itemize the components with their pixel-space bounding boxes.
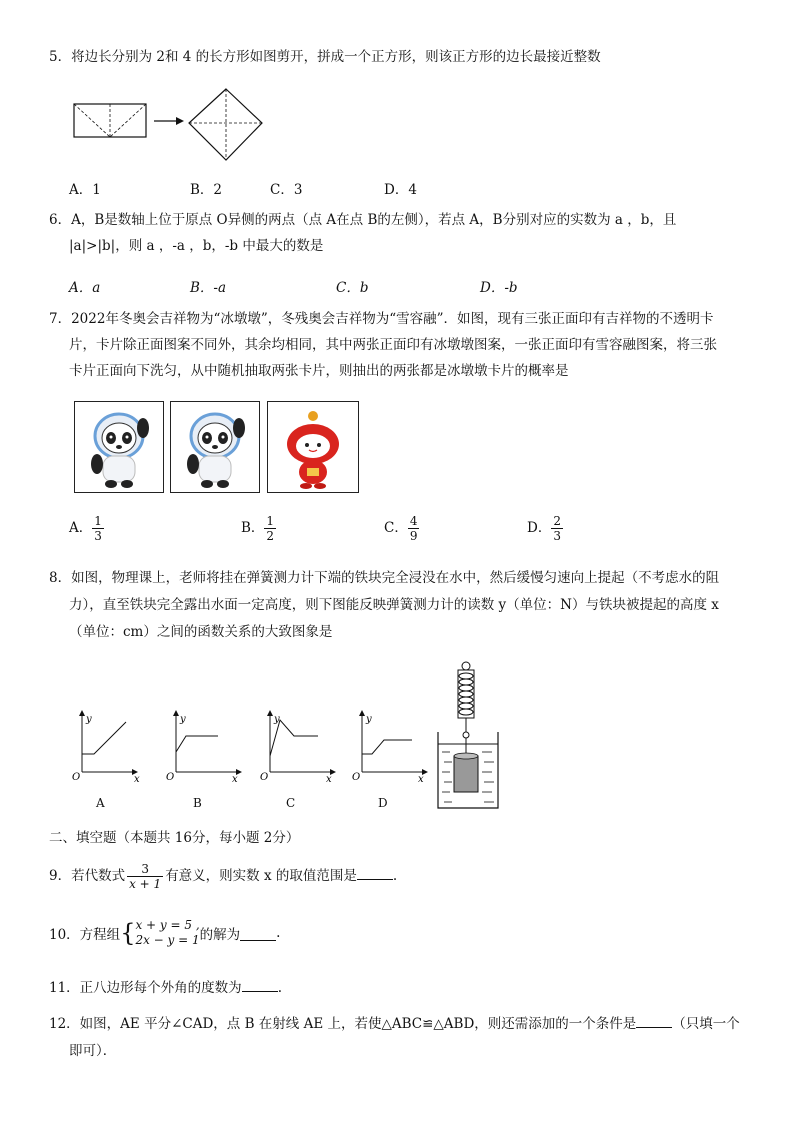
- q8-graph-a-x-label: x: [134, 774, 140, 785]
- question-12-line2: 即可）．: [69, 1043, 117, 1059]
- q8-graph-d-curve: [362, 740, 412, 754]
- q7-option-a: A． $\frac{1}{3}$: [69, 514, 102, 543]
- question-8-line3: （单位：cm）之间的函数关系的大致图象是: [69, 624, 333, 640]
- q10-answer-blank[interactable]: [240, 926, 276, 941]
- q8-graph-d-label: D: [378, 796, 388, 810]
- question-5-text: 5．将边长分别为 2和 4 的长方形如图剪开，拼成一个正方形，则该正方形的边长最接近整数: [49, 49, 601, 65]
- q9-answer-blank[interactable]: [357, 865, 393, 880]
- q8-graph-b: [162, 710, 242, 785]
- question-7-line3: 卡片正面向下洗匀，从中随机抽取两张卡片，则抽出的两张都是冰墩墩卡片的概率是: [69, 363, 569, 379]
- question-8-line1: 8．如图，物理课上，老师将挂在弹簧测力计下端的铁块完全浸没在水中，然后缓慢匀速向上提起（不考虑水的阻: [49, 570, 720, 586]
- q6-option-d: D．-b: [480, 280, 518, 296]
- q5-figure: [72, 88, 264, 162]
- q6-option-c: C．b: [336, 280, 369, 296]
- q8-graph-a-label: A: [96, 796, 105, 810]
- question-7-line1: 7．2022年冬奥会吉祥物为“冰墩墩”，冬残奥会吉祥物为“雪容融”．如图，现有三张正面印有吉祥物的不透明卡: [49, 311, 714, 327]
- q8-graph-b-label: B: [193, 796, 202, 810]
- question-7-line2: 片，卡片除正面图案不同外，其余均相同，其中两张正面印有冰墩墩图案，一张正面印有雪容融图案，将三张: [69, 337, 717, 353]
- q8-graph-a-curve: [82, 722, 126, 754]
- q5-option-d: D．4: [384, 182, 417, 198]
- q8-spring-apparatus: [434, 660, 502, 812]
- q8-graph-d: [348, 710, 428, 785]
- q8-graph-c-curve: [270, 720, 318, 756]
- q8-graph-c-label: C: [286, 796, 296, 810]
- q8-graph-a: [68, 710, 140, 785]
- q11-answer-blank[interactable]: [242, 977, 278, 992]
- question-11: 11．正八边形每个外角的度数为 .: [49, 976, 282, 996]
- shueyrhonrhon-image: [268, 402, 358, 492]
- question-10: 10．方程组{ x + y = 5 , 2x − y = 1 的解为 .: [49, 918, 281, 947]
- q5-option-a: A．1: [69, 182, 101, 198]
- q8-graph-b-x-label: x: [232, 774, 238, 785]
- q8-graph-c: [256, 710, 336, 785]
- iron-block: [454, 756, 478, 792]
- q8-graph-b-curve: [176, 736, 218, 752]
- bingdwendwen-image: [75, 402, 163, 492]
- question-6-line1: 6．A，B是数轴上位于原点 O异侧的两点（点 A在点 B的左侧），若点 A，B分别对应的实数为 a ，b，且: [49, 212, 677, 228]
- card-bingdwendwen-2: [170, 401, 260, 493]
- q5-option-b: B．2: [190, 182, 223, 198]
- spring-coils: [459, 673, 473, 715]
- q7-option-d: D． $\frac{2}{3}$: [527, 514, 561, 543]
- card-shueyrhonrhon: [267, 401, 359, 493]
- q7-option-b: B． $\frac{1}{2}$: [241, 514, 275, 543]
- q8-graph-a-origin: O: [72, 772, 81, 783]
- question-8-line2: 力），直至铁块完全露出水面一定高度，则下图能反映弹簧测力计的读数 y（单位：N）与铁块被提起的高度 x: [69, 597, 719, 613]
- q10-equation-2: 2x − y = 1: [135, 933, 200, 947]
- q8-graph-d-x-label: x: [418, 774, 424, 785]
- section-2-heading: 二、填空题（本题共 16分，每小题 2分）: [49, 830, 300, 846]
- q5-option-c: C．3: [270, 182, 303, 198]
- question-6-line2: |a|>|b|，则 a ，-a ，b，-b 中最大的数是: [69, 238, 324, 254]
- q8-graph-b-y-label: y: [180, 714, 186, 725]
- q8-graph-b-origin: O: [166, 772, 175, 783]
- card-bingdwendwen-1: [74, 401, 164, 493]
- q10-equation-1: x + y = 5 ,: [135, 918, 200, 932]
- question-12-line1: 12．如图，AE 平分∠CAD，点 B 在射线 AE 上，若使△ABC≌△ABD，则还需添加的一个条件是 （只填一个: [49, 1012, 740, 1032]
- q8-graph-c-x-label: x: [326, 774, 332, 785]
- q8-graph-d-y-label: y: [366, 714, 372, 725]
- bingdwendwen-image: [171, 402, 259, 492]
- q6-option-a: A．a: [69, 280, 101, 296]
- question-9: 9．若代数式 $\frac{3}{x + 1}$ 有意义，则实数 x 的取值范围是 .: [49, 862, 398, 891]
- q7-option-c: C． $\frac{4}{9}$: [384, 514, 418, 543]
- q5-square: [189, 89, 262, 160]
- q6-option-b: B．-a: [190, 280, 227, 296]
- q8-graph-a-y-label: y: [86, 714, 92, 725]
- q12-answer-blank[interactable]: [636, 1013, 672, 1028]
- q5-arrow: [176, 117, 184, 125]
- q8-graph-d-origin: O: [352, 772, 361, 783]
- q8-graph-c-y-label: y: [274, 714, 280, 725]
- q8-graph-c-origin: O: [260, 772, 269, 783]
